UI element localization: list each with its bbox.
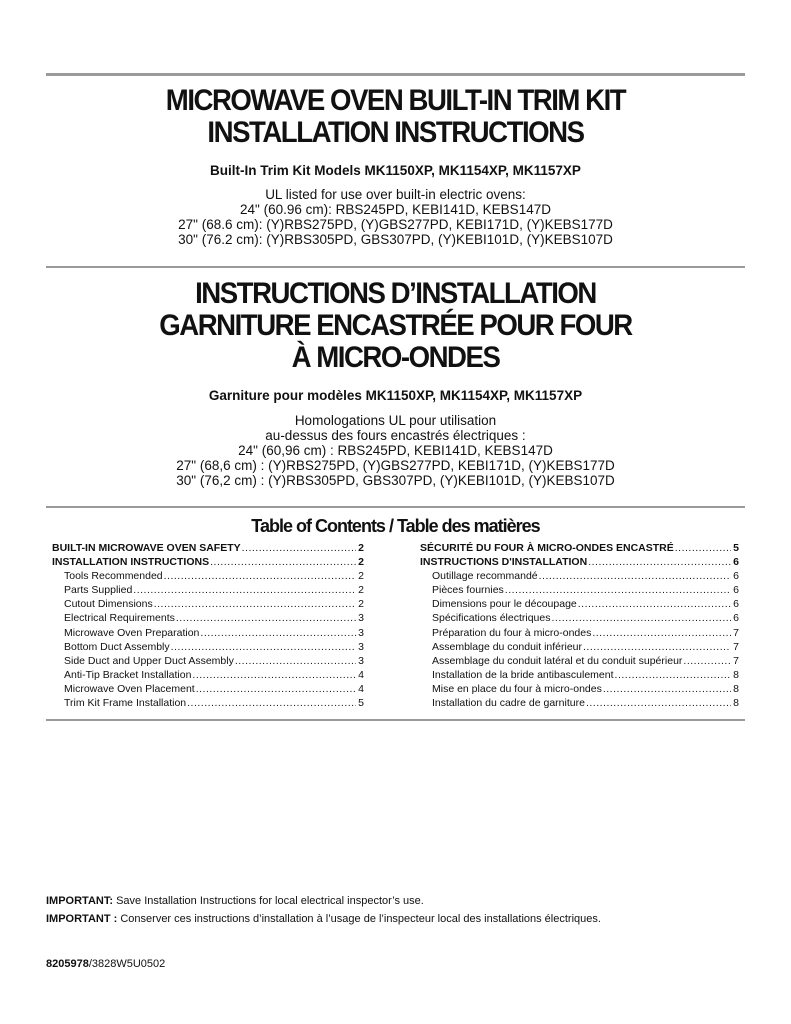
toc-entry-page: 6 [733,556,739,569]
french-header [46,278,745,488]
top-rule [46,73,745,76]
toc-top-rule [46,506,745,508]
toc-entry-label: SÉCURITÉ DU FOUR À MICRO-ONDES ENCASTRÉ [420,542,674,554]
toc-bottom-rule [46,719,745,721]
toc-entry-page: 8 [733,682,739,695]
toc-entry-page: 2 [358,570,364,583]
toc-entry-page: 4 [358,668,364,681]
toc-leader-dots [505,583,731,597]
important-english [46,892,424,910]
toc-leader-dots [583,640,731,654]
toc-entry-page: 3 [358,654,364,667]
toc-entry-label: Parts Supplied [64,584,133,597]
part-number-rest: /3828W5U0502 [88,958,166,970]
toc-entry-label: Outillage recommandé [432,570,538,583]
toc-entry-label: Cutout Dimensions [64,598,153,611]
toc-entry-label: Microwave Oven Placement [64,682,195,695]
english-toc-entry [52,569,364,583]
english-ul-line: UL listed for use over built-in electric ovens: [265,187,526,202]
toc-entry-label: Bottom Duct Assembly [64,640,170,653]
english-models: Built-In Trim Kit Models MK1150XP, MK1154XP, MK1157XP [210,163,581,178]
english-toc-entry [52,583,364,597]
french-ul-line: au-dessus des fours encastrés électriques : [265,428,526,443]
toc-leader-dots [154,597,356,611]
toc-entry-label: INSTRUCTIONS D'INSTALLATION [420,556,588,569]
toc-leader-dots [235,654,356,668]
toc-entry-label: Pièces fournies [432,584,504,597]
toc-entry-label: Installation de la bride antibasculement [432,668,614,681]
english-ul-line: 30" (76.2 cm): (Y)RBS305PD, GBS307PD, (Y)KEBI101D, (Y)KEBS107D [178,232,613,247]
english-toc-entry [52,640,364,654]
part-number-bold: 8205978 [46,958,89,970]
toc-entry-label: Trim Kit Frame Installation [64,697,187,710]
french-toc-entry [420,541,739,555]
french-toc-entry [420,682,739,696]
toc-leader-dots [164,569,357,583]
toc-leader-dots [242,541,357,555]
toc-leader-dots [586,696,731,710]
important-french-label: IMPORTANT : [46,913,118,925]
toc-entry-page: 3 [358,640,364,653]
french-toc-entry [420,696,739,710]
english-title-line-2: INSTALLATION INSTRUCTIONS [207,116,584,149]
french-ul-line: 30" (76,2 cm) : (Y)RBS305PD, GBS307PD, (Y)KEBI101D, (Y)KEBS107D [176,473,615,488]
toc-entry-label: Spécifications électriques [432,612,551,625]
toc-entry-label: Préparation du four à micro-ondes [432,626,592,639]
toc-leader-dots [683,654,731,668]
toc-entry-page: 2 [358,584,364,597]
english-ul-listing [46,187,745,247]
english-title-line-1: MICROWAVE OVEN BUILT-IN TRIM KIT [165,84,626,117]
toc-entry-label: Side Duct and Upper Duct Assembly [64,654,234,667]
english-toc-entry [52,611,364,625]
english-toc-entry [52,541,364,555]
toc-leader-dots [615,668,732,682]
toc-leader-dots [200,626,356,640]
toc-entry-page: 4 [358,682,364,695]
french-toc-entry [420,640,739,654]
toc-entry-page: 5 [358,697,364,710]
toc-entry-page: 6 [733,584,739,597]
english-toc-entry [52,668,364,682]
toc-entry-label: Electrical Requirements [64,612,175,625]
important-english-label: IMPORTANT: [46,895,114,907]
french-ul-listing [46,413,745,488]
toc-entry-label: Assemblage du conduit inférieur [432,640,583,653]
toc-leader-dots [171,640,357,654]
important-french-text: Conserver ces instructions d’installation à l’usage de l’inspecteur local des installations électriques. [117,913,601,925]
english-toc-entry [52,654,364,668]
toc-entry-page: 7 [733,626,739,639]
middle-rule [46,266,745,268]
english-header [46,85,745,247]
english-toc-entry [52,696,364,710]
important-french [46,910,601,928]
french-toc-entry [420,597,739,611]
french-models: Garniture pour modèles MK1150XP, MK1154XP, MK1157XP [208,388,583,403]
french-toc-entry [420,583,739,597]
toc-leader-dots [133,583,356,597]
toc-entry-label: Dimensions pour le découpage [432,598,577,611]
toc-leader-dots [588,555,731,569]
toc-leader-dots [675,541,731,555]
french-ul-line: Homologations UL pour utilisation [294,413,497,428]
toc-leader-dots [578,597,731,611]
toc-entry-label: Mise en place du four à micro-ondes [432,682,602,695]
toc-leader-dots [539,569,732,583]
french-title-line-1: INSTRUCTIONS D’INSTALLATION [195,277,596,310]
toc-entry-page: 2 [358,542,364,554]
toc-entry-page: 8 [733,668,739,681]
toc-leader-dots [592,626,731,640]
toc-entry-page: 2 [358,556,364,569]
toc-entry-page: 5 [733,542,739,554]
toc-leader-dots [551,611,731,625]
toc-entry-page: 3 [358,612,364,625]
toc-entry-page: 2 [358,598,364,611]
toc-entry-label: Installation du cadre de garniture [432,697,585,710]
toc-french-column [420,541,739,710]
toc-entry-page: 8 [733,697,739,710]
english-toc-entry [52,597,364,611]
toc-heading: Table of Contents / Table des matières [251,516,540,536]
toc-leader-dots [603,682,731,696]
french-toc-entry [420,668,739,682]
part-number [46,958,165,970]
toc-entry-page: 6 [733,598,739,611]
english-ul-line: 27" (68.6 cm): (Y)RBS275PD, (Y)GBS277PD, KEBI171D, (Y)KEBS177D [178,217,613,232]
toc-leader-dots [196,682,356,696]
toc-leader-dots [176,611,356,625]
french-toc-entry [420,626,739,640]
french-toc-entry [420,654,739,668]
toc-entry-page: 7 [733,640,739,653]
toc-leader-dots [192,668,356,682]
french-ul-line: 24" (60,96 cm) : RBS245PD, KEBI141D, KEBS147D [238,443,553,458]
toc-entry-label: Tools Recommended [64,570,163,583]
important-english-text: Save Installation Instructions for local electrical inspector’s use. [113,895,424,907]
french-toc-entry [420,555,739,569]
toc-leader-dots [187,696,356,710]
english-toc-entry [52,682,364,696]
french-ul-line: 27" (68,6 cm) : (Y)RBS275PD, (Y)GBS277PD, KEBI171D, (Y)KEBS177D [176,458,615,473]
english-toc-entry [52,555,364,569]
english-toc-entry [52,626,364,640]
toc-entry-page: 3 [358,626,364,639]
toc-entry-label: BUILT-IN MICROWAVE OVEN SAFETY [52,542,241,554]
french-toc-entry [420,611,739,625]
toc-leader-dots [210,555,356,569]
toc-entry-page: 7 [733,654,739,667]
toc-entry-label: INSTALLATION INSTRUCTIONS [52,556,210,569]
toc-entry-label: Assemblage du conduit latéral et du conduit supérieur [432,654,683,667]
toc-entry-label: Microwave Oven Preparation [64,626,200,639]
french-title-line-3: À MICRO-ONDES [291,341,500,374]
french-toc-entry [420,569,739,583]
toc-english-column [52,541,364,710]
toc-entry-label: Anti-Tip Bracket Installation [64,668,192,681]
toc-entry-page: 6 [733,612,739,625]
english-ul-line: 24" (60.96 cm): RBS245PD, KEBI141D, KEBS147D [240,202,551,217]
french-title-line-2: GARNITURE ENCASTRÉE POUR FOUR [159,309,632,342]
toc-entry-page: 6 [733,570,739,583]
